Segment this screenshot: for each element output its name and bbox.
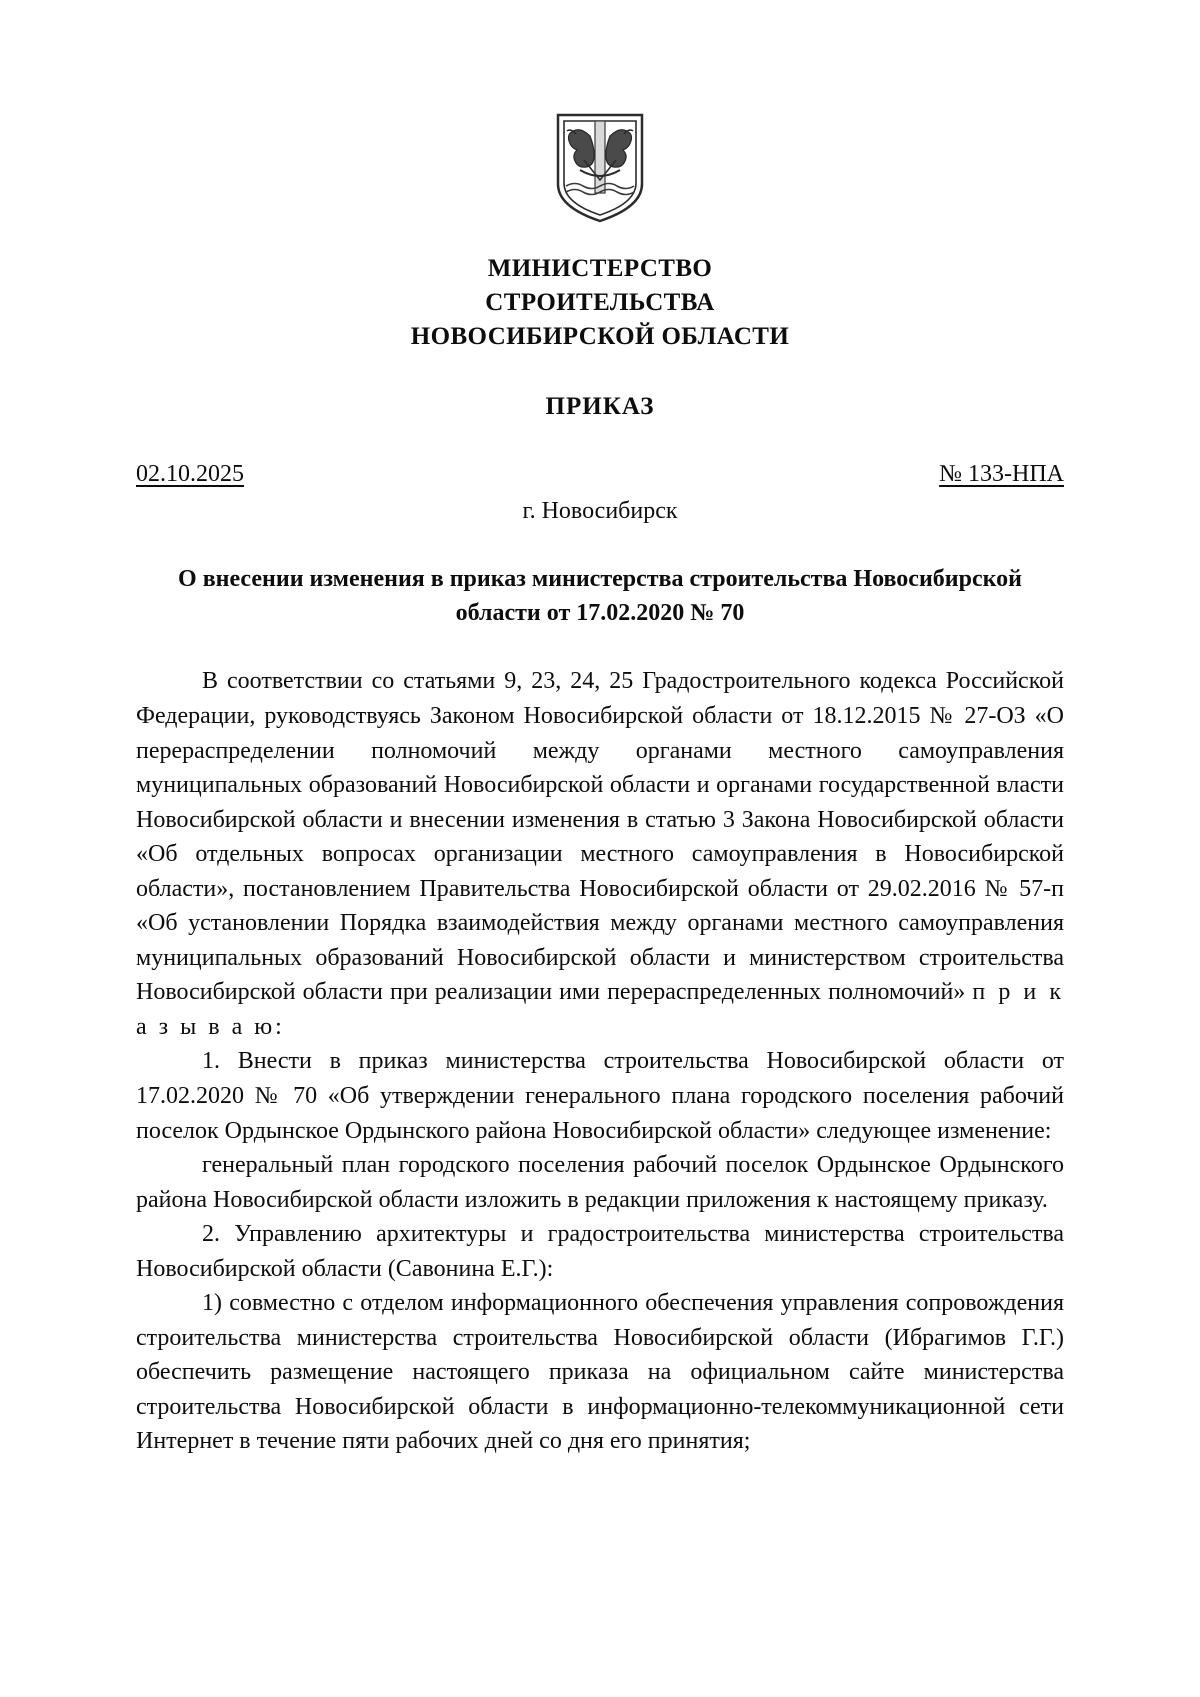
- paragraph-item-2-sub-1: 1) совместно с отделом информационного обеспечения управления сопровождения строительства министерства строительства Новосибирской области (Ибрагимов Г.Г.) обеспечить размещение настоящего приказа на официальном сайте министерства строительства Новосибирской области в информационно-телекоммуникационной сети Интернет в течение пяти рабочих дней со дня его принятия;: [136, 1290, 1064, 1455]
- document-number: № 133-НПА: [939, 461, 1064, 488]
- document-meta-row: [136, 461, 1064, 488]
- ministry-line-3: НОВОСИБИРСКОЙ ОБЛАСТИ: [410, 322, 790, 350]
- preamble-text: В соответствии со статьями 9, 23, 24, 25 Градостроительного кодекса Российской Федерации, руководствуясь Законом Новосибирской области от 18.12.2015 № 27-ОЗ «О перераспределении полномочий между органами местного самоуправления муниципальных образований Новосибирской области и органами государственной власти Новосибирской области и внесении изменения в статью 3 Закона Новосибирской области «Об отдельных вопросах организации местного самоуправления в Новосибирской области», постановлением Правительства Новосибирской области от 29.02.2016 № 57-п «Об установлении Порядка взаимодействия между органами местного самоуправления муниципальных образований Новосибирской области и министерством строительства Новосибирской области при реализации ими перераспределенных полномочий»: [136, 668, 1064, 1006]
- ministry-heading: [136, 252, 1064, 353]
- document-title: О внесении изменения в приказ министерства строительства Новосибирской области от 17.02.2020 № 70: [178, 566, 1022, 626]
- document-date: 02.10.2025: [136, 461, 244, 488]
- paragraph-item-1: 1. Внести в приказ министерства строительства Новосибирской области от 17.02.2020 № 70 «Об утверждении генерального плана городского поселения рабочий поселок Ордынское Ордынского района Новосибирской области» следующее изменение:: [136, 1048, 1064, 1144]
- ministry-line-1: МИНИСТЕРСТВО: [487, 255, 713, 282]
- paragraph-item-2: 2. Управлению архитектуры и градостроительства министерства строительства Новосибирской области (Савонина Е.Г.):: [136, 1221, 1064, 1282]
- document-type: ПРИКАЗ: [545, 393, 655, 421]
- document-city: г. Новосибирск: [522, 498, 678, 525]
- emblem-container: [136, 0, 1064, 224]
- paragraph-preamble: [136, 664, 1064, 1044]
- ministry-line-2: СТРОИТЕЛЬСТВА: [485, 288, 715, 316]
- prikazyvayu-word: п р и к а з ы в а ю: [136, 979, 1064, 1040]
- paragraph-item-1-sub: генеральный план городского поселения рабочий поселок Ордынское Ордынского района Новосибирской области изложить в редакции приложения к настоящему приказу.: [136, 1152, 1064, 1213]
- preamble-colon: :: [275, 1013, 282, 1040]
- novosibirsk-oblast-coat-of-arms-icon: [554, 112, 646, 224]
- document-body: [136, 664, 1064, 1459]
